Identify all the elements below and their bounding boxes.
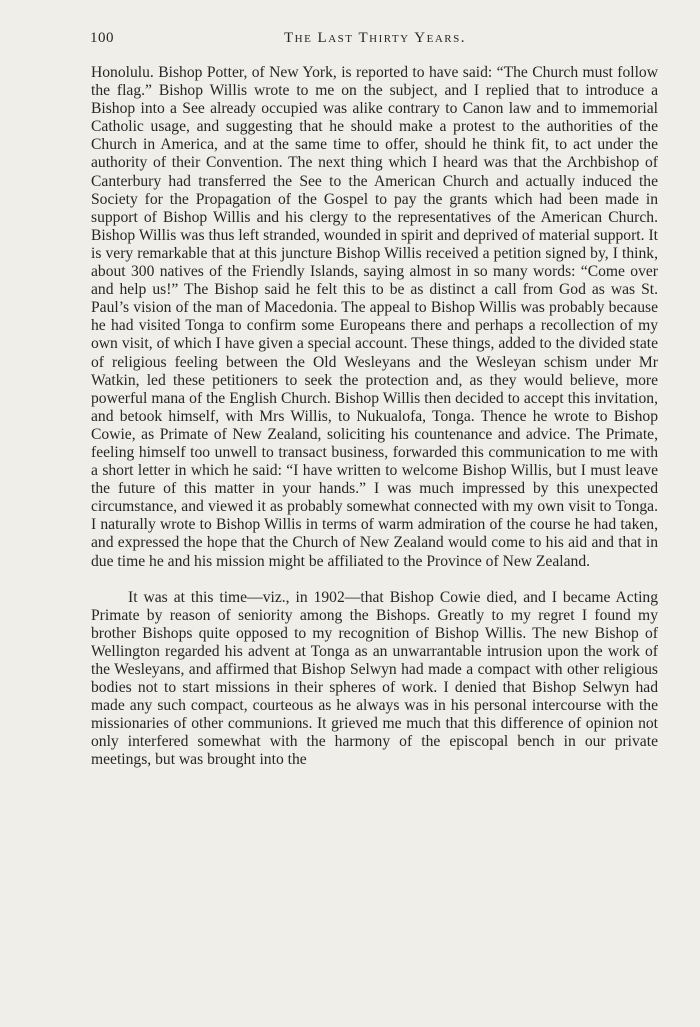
page-number: 100	[90, 30, 114, 46]
paragraph-2: It was at this time—viz., in 1902—that Bishop Cowie died, and I became Acting Primate by reason of seniority among the Bishops. Greatly to my regret I found my brother Bishops quite opposed to my recognition of Bishop Willis. The new Bishop of Wellington regarded his advent at Tonga as an unwarrantable intrusion upon the work of the Wesleyans, and affirmed that Bishop Selwyn had made a compact with other religious bodies not to start missions in their spheres of work. I denied that Bishop Selwyn had made any such compact, courteous as he always was in his personal intercourse with the missionaries of other communions. It grieved me much that this difference of opinion not only interfered somewhat with the harmony of the episcopal bench in our private meetings, but was brought into the	[91, 588, 658, 769]
running-title: The Last Thirty Years.	[283, 30, 466, 46]
page-header	[90, 30, 660, 52]
body-text	[91, 64, 658, 770]
paragraph-1: Honolulu. Bishop Potter, of New York, is reported to have said: “The Church must follow the flag.” Bishop Willis wrote to me on the subject, and I replied that to introduce a Bishop into a See already occupied was alike contrary to Canon law and to immemorial Catholic usage, and suggesting that he should make a protest to the authorities of the Church in America, and at the same time to offer, should he think fit, to act under the authority of their Convention. The next thing which I heard was that the Archbishop of Canterbury had transferred the See to the American Church and actually induced the Society for the Propagation of the Gospel to pay the grants which had been made in support of Bishop Willis and his clergy to the representatives of the American Church. Bishop Willis was thus left stranded, wounded in spirit and deprived of material support. It is very remarkable that at this juncture Bishop Willis received a petition signed by, I think, about 300 natives of the Friendly Islands, saying almost in so many words: “Come over and help us!” The Bishop said he felt this to be as distinct a call from God as was St. Paul’s vision of the man of Macedonia. The appeal to Bishop Willis was probably because he had visited Tonga to confirm some Europeans there and perhaps a recollection of my own visit, of which I have given a special account. These things, added to the divided state of religious feeling between the Old Wesleyans and the Wesleyan schism under Mr Watkin, led these petitioners to seek the protection and, as they would believe, more powerful mana of the English Church. Bishop Willis then decided to accept this invitation, and betook himself, with Mrs Willis, to Nukualofa, Tonga. Thence he wrote to Bishop Cowie, as Primate of New Zealand, soliciting his countenance and advice. The Primate, feeling himself too unwell to transact business, forwarded this communication to me with a short letter in which he said: “I have written to welcome Bishop Willis, but I must leave the future of this matter in your hands.” I was much impressed by this unexpected circumstance, and viewed it as probably somewhat connected with my own visit to Tonga. I naturally wrote to Bishop Willis in terms of warm admiration of the course he had taken, and expressed the hope that the Church of New Zealand would come to his aid and that in due time he and his mission might be affiliated to the Province of New Zealand.	[91, 64, 658, 570]
